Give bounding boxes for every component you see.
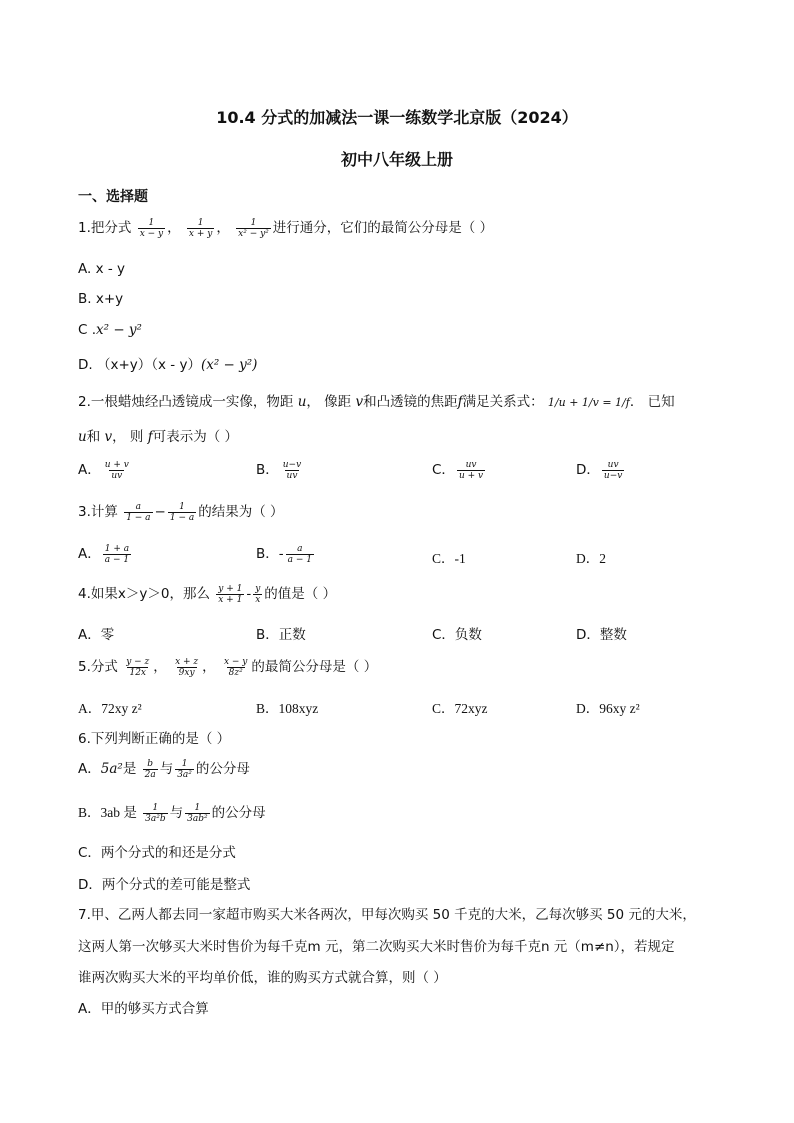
denominator: 1 − a: [126, 512, 151, 523]
denominator: x − y: [139, 228, 164, 239]
q1-option-a: A. x - y: [78, 261, 126, 277]
q2-option-d: [576, 458, 626, 481]
denominator: 12x: [129, 667, 146, 678]
numerator: 1: [152, 802, 159, 813]
q6-option-b: [78, 801, 266, 824]
q3-lead: 3.计算: [78, 504, 118, 520]
denominator: x + y: [188, 228, 213, 239]
question-4-stem: [78, 582, 336, 605]
numerator: 1: [181, 758, 188, 769]
q1-fraction-1: [138, 218, 165, 239]
q6-a-label: A．: [78, 761, 101, 777]
q6-a-fraction-1: [143, 759, 158, 780]
q2-option-c: [432, 458, 487, 481]
q4-minus: -: [246, 586, 252, 602]
denominator: a − 1: [104, 554, 130, 565]
q4-option-d: D．整数: [576, 627, 627, 643]
question-7-line3: 谁两次购买大米的平均单价低，谁的购买方式就合算，则（ ）: [78, 970, 447, 986]
q4-fraction-1: [216, 584, 244, 605]
q5-fraction-2: [173, 657, 200, 678]
numerator: a: [297, 543, 303, 554]
q1-tail: 进行通分，它们的最简公分母是（ ）: [272, 220, 494, 236]
q1-option-c-math: x² − y²: [96, 322, 142, 338]
q2-text-d: 满足关系式：: [462, 394, 544, 410]
q6-a-is: 是: [122, 761, 137, 777]
q6-b-fraction-2: [185, 803, 209, 824]
q1-lead: 1.把分式: [78, 220, 132, 236]
q5-fraction-3: [222, 657, 249, 678]
numerator: b: [147, 758, 154, 769]
q2-ask: 可表示为（ ）: [152, 429, 239, 445]
denominator: 1 − a: [169, 512, 195, 523]
q3-fraction-1: [124, 502, 152, 523]
q2-equation: 1/u + 1/v = 1/f: [547, 396, 630, 409]
denominator: x² − y²: [238, 228, 269, 239]
denominator: u−v: [603, 470, 623, 481]
denominator: 3a²b: [145, 813, 166, 824]
numerator: x − y: [223, 656, 248, 667]
numerator: x + z: [175, 656, 199, 667]
q1-option-b: B. x+y: [78, 291, 124, 307]
q6-option-a: [78, 757, 250, 780]
q2-text-c: 和凸透镜的焦距: [363, 394, 458, 410]
denominator: 3a²: [177, 769, 192, 780]
q1-fraction-2: [187, 218, 214, 239]
question-6-stem: 6.下列判断正确的是（ ）: [78, 731, 231, 747]
q2-and: 和: [86, 429, 101, 445]
numerator: uv: [465, 459, 477, 470]
q6-option-c: C．两个分式的和还是分式: [78, 845, 236, 861]
q3-a-fraction: [103, 544, 131, 565]
q4-tail: 的值是（ ）: [264, 586, 337, 602]
q2-text-a: 2.一根蜡烛经凸透镜成一实像，物距: [78, 394, 294, 410]
q6-a-math: 5a²: [100, 761, 123, 777]
denominator: u + v: [458, 470, 484, 481]
numerator: u−v: [282, 459, 302, 470]
numerator: 1: [148, 217, 155, 228]
q2-v2: v: [104, 429, 113, 445]
q2-u: u: [297, 394, 307, 410]
q6-a-tail: 的公分母: [195, 761, 250, 777]
q1-option-c-label: C .: [78, 322, 97, 338]
q2-u2: u: [78, 429, 87, 445]
denominator: 9xy: [178, 667, 195, 678]
q2-v: v: [355, 394, 364, 410]
question-7-line1: 7.甲、乙两人都去同一家超市购买大米各两次，甲每次购买 50 千克的大米，乙每次够买 50 元的大米，: [78, 907, 696, 923]
question-5-stem: 5.分式 $\frac{y - z}{12x}$ ， $\frac{x + z}{9xy}$ ， $\frac{x - y}{\text{8z²}}$ 的最简公分母是（ ）: [78, 656, 378, 678]
denominator: uv: [286, 470, 298, 481]
denominator: 3ab²: [187, 813, 208, 824]
q4-option-a: A．零: [78, 627, 115, 643]
q2-text-b: ， 像距: [306, 394, 352, 410]
denominator: 2a: [144, 769, 156, 780]
q6-a-fraction-2: [175, 759, 194, 780]
numerator: u + v: [104, 459, 129, 470]
q3-option-a: [78, 542, 133, 565]
question-2-stem-line2: [78, 425, 238, 445]
numerator: y − z: [126, 656, 150, 667]
q5-option-b: B．108xyz: [256, 701, 319, 716]
numerator: 1: [197, 217, 204, 228]
q2-b-label: B．: [256, 462, 279, 478]
q2-d-label: D．: [576, 462, 600, 478]
question-1-stem: 1.把分式 $\frac{1}{x - y}$ ， $\frac{1}{x + y}$ ， $\frac{1}{\text{x² − y²}}$ 进行通分，它们的最简公分母是（ ）: [78, 217, 494, 239]
denominator: uv: [111, 470, 123, 481]
numerator: 1: [194, 802, 201, 813]
q3-tail: 的结果为（ ）: [198, 504, 284, 520]
numerator: a: [135, 501, 142, 512]
question-7-line2: 这两人第一次够买大米时售价为每千克m 元，第二次购买大米时售价为每千克n 元（m≠n），若规定: [78, 939, 675, 955]
q5-option-c: C．72xyz: [432, 701, 488, 716]
q7-option-a: A．甲的够买方式合算: [78, 1001, 209, 1017]
q6-b-fraction-1: [143, 803, 167, 824]
q5-tail: 的最简公分母是（ ）: [251, 659, 378, 675]
q3-option-d: D．2: [576, 551, 606, 566]
q1-option-d: [78, 353, 257, 373]
q2-a-fraction: [103, 460, 131, 481]
q5-option-a: A．72xy z²: [78, 701, 142, 716]
denominator: 8z²: [228, 667, 243, 678]
q6-b-tail: 的公分母: [211, 805, 266, 821]
q3-b-fraction: [286, 544, 314, 565]
q2-f2: f: [147, 429, 153, 445]
denominator: x: [255, 594, 261, 605]
numerator: 1: [179, 501, 185, 512]
q1-option-d-math: (x² − y²): [200, 357, 258, 373]
q2-then: ， 则: [112, 429, 144, 445]
numerator: 1 + a: [104, 543, 130, 554]
q3-fraction-2: [168, 502, 196, 523]
section-heading: 一、选择题: [78, 189, 148, 205]
q2-b-fraction: [281, 460, 303, 481]
q1-option-c: [78, 322, 142, 338]
denominator: a − 1: [287, 554, 312, 565]
q2-f: f: [457, 394, 463, 410]
question-2-stem-line1: [78, 390, 675, 410]
q4-lead: 4.如果x＞y＞0，那么: [78, 586, 210, 602]
q3-option-c: C．-1: [432, 551, 466, 566]
q2-option-a: [78, 458, 133, 481]
q3-a-label: A．: [78, 546, 101, 562]
q3-minus: −: [154, 504, 166, 520]
numerator: 1: [250, 217, 257, 228]
page-title: 10.4 分式的加减法一课一练数学北京版（2024）: [216, 108, 578, 127]
q5-fraction-1: [124, 657, 151, 678]
q2-text-e: ． 已知: [629, 394, 675, 410]
q5-lead: 5.分式: [78, 659, 118, 675]
numerator: y: [255, 583, 261, 594]
q2-a-label: A．: [78, 462, 101, 478]
q3-b-label: B．-: [256, 546, 284, 562]
q6-option-d: D．两个分式的差可能是整式: [78, 877, 251, 893]
numerator: y + 1: [218, 583, 243, 594]
numerator: uv: [607, 459, 619, 470]
q4-option-c: C．负数: [432, 627, 482, 643]
q1-fraction-3: [236, 218, 271, 239]
q2-d-fraction: [602, 460, 624, 481]
q6-b-and: 与: [169, 805, 184, 821]
q4-fraction-2: [253, 584, 262, 605]
q1-option-d-label: D. （x+y）（x - y）: [78, 357, 201, 373]
denominator: x + 1: [218, 594, 243, 605]
q3-option-b: [256, 542, 316, 565]
q2-c-fraction: [457, 460, 485, 481]
q6-b-label: B．3ab 是: [78, 805, 137, 820]
q4-option-b: B．正数: [256, 627, 306, 643]
q6-a-and: 与: [159, 761, 174, 777]
page-subtitle: 初中八年级上册: [340, 150, 453, 169]
question-3-stem: [78, 500, 284, 523]
q5-option-d: D．96xy z²: [576, 701, 640, 716]
q2-c-label: C．: [432, 462, 455, 478]
q2-option-b: [256, 458, 305, 481]
